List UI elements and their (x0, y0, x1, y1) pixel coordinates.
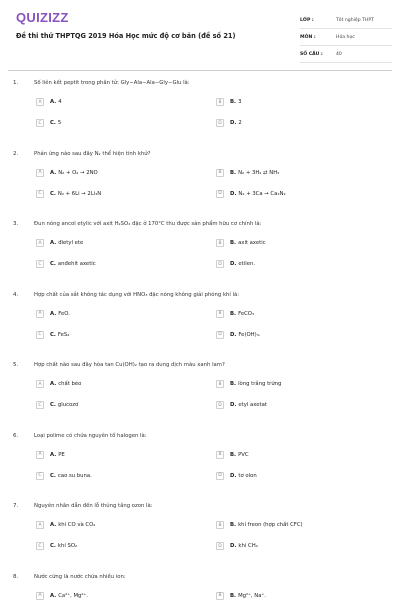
option-text: axit axetic (238, 240, 266, 246)
option-a[interactable] (36, 169, 98, 177)
meta-value: Hóa học (336, 34, 355, 40)
option-b[interactable] (216, 98, 241, 106)
question-number: 2. (13, 150, 19, 157)
option-c-box[interactable]: C (36, 331, 44, 339)
option-letter: D. (230, 120, 237, 126)
option-letter: C. (50, 402, 56, 408)
option-d-box[interactable]: D (216, 190, 224, 198)
option-b[interactable] (216, 592, 266, 600)
meta-key: LỚP : (300, 17, 314, 23)
option-text: glucozơ (57, 402, 79, 408)
option-letter: D. (230, 402, 237, 408)
option-text: đietyl ete (58, 240, 84, 246)
option-letter: D. (230, 190, 237, 197)
option-d[interactable] (216, 331, 261, 339)
question-text: Hợp chất của sắt không tác dụng với HNO₃ đặc nóng không giải phóng khí là: (34, 291, 240, 298)
question-text: Nước cứng là nước chứa nhiều ion: (34, 573, 126, 580)
question-5 (0, 360, 400, 431)
option-a[interactable] (36, 310, 70, 318)
question-3 (0, 219, 400, 290)
option-letter: D. (230, 472, 237, 479)
option-c-box[interactable]: C (36, 190, 44, 198)
option-b-box[interactable]: B (216, 380, 224, 388)
option-text: Mg²⁺, Na⁺. (238, 592, 266, 599)
question-text: Loại polime có chứa nguyên tố halogen là: (34, 432, 147, 439)
question-text: Đun nóng ancol etylic với axit H₂SO₄ đặc ở 170°C thu được sản phẩm hữu cơ chính là: (34, 221, 262, 227)
option-c-box[interactable]: C (36, 542, 44, 550)
option-letter: C. (50, 261, 56, 267)
option-letter: A. (50, 522, 57, 528)
option-b-box[interactable]: B (216, 310, 224, 318)
option-letter: B. (230, 310, 237, 317)
option-b[interactable] (216, 239, 266, 247)
option-d[interactable] (216, 119, 242, 127)
option-c[interactable] (36, 260, 96, 268)
option-c[interactable] (36, 190, 101, 198)
header (0, 0, 400, 62)
option-b[interactable] (216, 310, 254, 318)
question-2 (0, 149, 400, 220)
option-d[interactable] (216, 542, 258, 550)
option-text: FeCO₃ (238, 310, 255, 317)
option-a-box[interactable]: A (36, 521, 44, 529)
option-text: 4 (58, 99, 62, 105)
option-text: khí SO₂ (57, 543, 78, 549)
option-c-box[interactable]: C (36, 260, 44, 268)
question-text: Phản ứng nào sau đây N₂ thể hiện tính khử? (34, 150, 151, 157)
option-letter: C. (50, 190, 56, 197)
option-text: N₂ + 6Li → 2Li₃N (57, 190, 102, 197)
option-letter: B. (230, 240, 237, 246)
option-c-box[interactable]: C (36, 472, 44, 480)
option-text: N₂ + 3Ca → Ca₃N₂ (238, 190, 286, 197)
option-a-box[interactable]: A (36, 592, 44, 600)
option-letter: A. (50, 310, 57, 317)
question-list (0, 78, 400, 600)
option-letter: C. (50, 543, 56, 549)
header-divider (8, 70, 392, 71)
option-text: FeO. (58, 310, 70, 317)
option-a[interactable] (36, 521, 95, 529)
option-letter: C. (50, 331, 56, 338)
option-d-box[interactable]: D (216, 542, 224, 550)
option-d[interactable] (216, 260, 255, 268)
option-letter: C. (50, 472, 56, 479)
option-a[interactable] (36, 451, 65, 459)
option-text: cao su buna. (57, 472, 92, 479)
option-b-box[interactable]: B (216, 592, 224, 600)
option-a-box[interactable]: A (36, 310, 44, 318)
option-text: chất béo (58, 381, 82, 387)
option-text: lòng trắng trứng (238, 381, 282, 387)
option-letter: D. (230, 331, 237, 338)
question-number: 1. (13, 80, 19, 86)
option-text: tơ olon (238, 472, 257, 479)
option-letter: D. (230, 543, 237, 549)
question-number: 3. (13, 221, 19, 227)
option-b-box[interactable]: B (216, 451, 224, 459)
question-6 (0, 431, 400, 502)
option-text: anđehit axetic (57, 261, 96, 267)
meta-value: Tốt nghiệp THPT (336, 17, 374, 23)
option-d-box[interactable]: D (216, 260, 224, 268)
meta-key: SỐ CÂU : (300, 51, 323, 57)
option-b[interactable] (216, 380, 281, 388)
meta-table (300, 12, 392, 63)
option-d-box[interactable]: D (216, 331, 224, 339)
option-text: Ca²⁺, Mg²⁺. (58, 592, 88, 599)
option-a-box[interactable]: A (36, 169, 44, 177)
option-letter: A. (50, 240, 57, 246)
option-text: N₂ + O₂ → 2NO (58, 169, 98, 176)
option-d-box[interactable]: D (216, 401, 224, 409)
option-text: PVC (238, 451, 249, 458)
option-d[interactable] (216, 401, 267, 409)
option-b-box[interactable]: B (216, 239, 224, 247)
option-letter: B. (230, 522, 237, 528)
option-c[interactable] (36, 542, 77, 550)
option-text: Fe(OH)₃. (238, 331, 261, 338)
option-a-box[interactable]: A (36, 239, 44, 247)
option-a[interactable] (36, 98, 62, 106)
option-text: PE (58, 451, 65, 458)
option-letter: B. (230, 99, 237, 105)
option-d-box[interactable]: D (216, 119, 224, 127)
option-text: 5 (57, 120, 62, 126)
meta-row-subject (300, 29, 392, 46)
option-b-box[interactable]: B (216, 521, 224, 529)
option-a[interactable] (36, 380, 81, 388)
question-text: Hợp chất nào sau đây hòa tan Cu(OH)₂ tạo ra dung dịch màu xanh lam? (34, 362, 225, 368)
option-c[interactable] (36, 472, 92, 480)
option-letter: A. (50, 99, 57, 105)
option-letter: B. (230, 169, 237, 176)
question-1 (0, 78, 400, 149)
option-b-box[interactable]: B (216, 169, 224, 177)
option-letter: B. (230, 381, 237, 387)
question-7 (0, 501, 400, 572)
option-b-box[interactable]: B (216, 98, 224, 106)
option-letter: A. (50, 592, 57, 599)
option-a[interactable] (36, 592, 88, 600)
option-c[interactable] (36, 401, 78, 409)
option-letter: A. (50, 169, 57, 176)
option-b[interactable] (216, 451, 249, 459)
option-letter: A. (50, 381, 57, 387)
question-text: Số liên kết peptit trong phân tử: Gly−Ala−Ala−Gly−Glu là: (34, 80, 190, 86)
option-a-box[interactable]: A (36, 451, 44, 459)
option-letter: B. (230, 451, 237, 458)
question-text: Nguyên nhân dẫn đến lỗ thủng tầng ozon là: (34, 503, 153, 509)
option-d-box[interactable]: D (216, 472, 224, 480)
option-text: etyl axetat (238, 402, 267, 408)
option-a-box[interactable]: A (36, 98, 44, 106)
option-a-box[interactable]: A (36, 380, 44, 388)
option-b[interactable] (216, 521, 303, 529)
question-number: 5. (13, 362, 19, 368)
option-text: 3 (238, 99, 242, 105)
option-text: khí freon (hợp chất CFC) (238, 522, 303, 528)
option-letter: C. (50, 120, 56, 126)
option-d[interactable] (216, 472, 257, 480)
question-4 (0, 290, 400, 361)
option-text: khí CO và CO₂ (58, 522, 96, 528)
option-text: N₂ + 3H₂ ⇄ NH₃ (238, 169, 280, 176)
quizizz-logo[interactable]: QUIZIZZ (16, 10, 69, 25)
question-number: 8. (13, 573, 19, 580)
option-text: khí CH₄ (238, 543, 258, 549)
option-text: etilen. (238, 261, 256, 267)
question-number: 4. (13, 291, 19, 298)
meta-row-class (300, 12, 392, 29)
option-text: 2 (238, 120, 242, 126)
option-letter: B. (230, 592, 237, 599)
option-c[interactable] (36, 119, 61, 127)
option-text: FeS₂ (57, 331, 70, 338)
option-c-box[interactable]: C (36, 401, 44, 409)
document-title: Đề thi thử THPTQG 2019 Hóa Học mức độ cơ bản (đề số 21) (16, 32, 236, 40)
question-number: 7. (13, 503, 19, 509)
option-letter: A. (50, 451, 57, 458)
meta-row-count (300, 46, 392, 63)
question-8 (0, 572, 400, 600)
option-a[interactable] (36, 239, 83, 247)
question-number: 6. (13, 432, 19, 439)
meta-value: 40 (336, 51, 342, 57)
option-d[interactable] (216, 190, 286, 198)
option-b[interactable] (216, 169, 279, 177)
meta-key: MÔN : (300, 34, 316, 40)
option-c[interactable] (36, 331, 69, 339)
option-c-box[interactable]: C (36, 119, 44, 127)
option-letter: D. (230, 261, 237, 267)
